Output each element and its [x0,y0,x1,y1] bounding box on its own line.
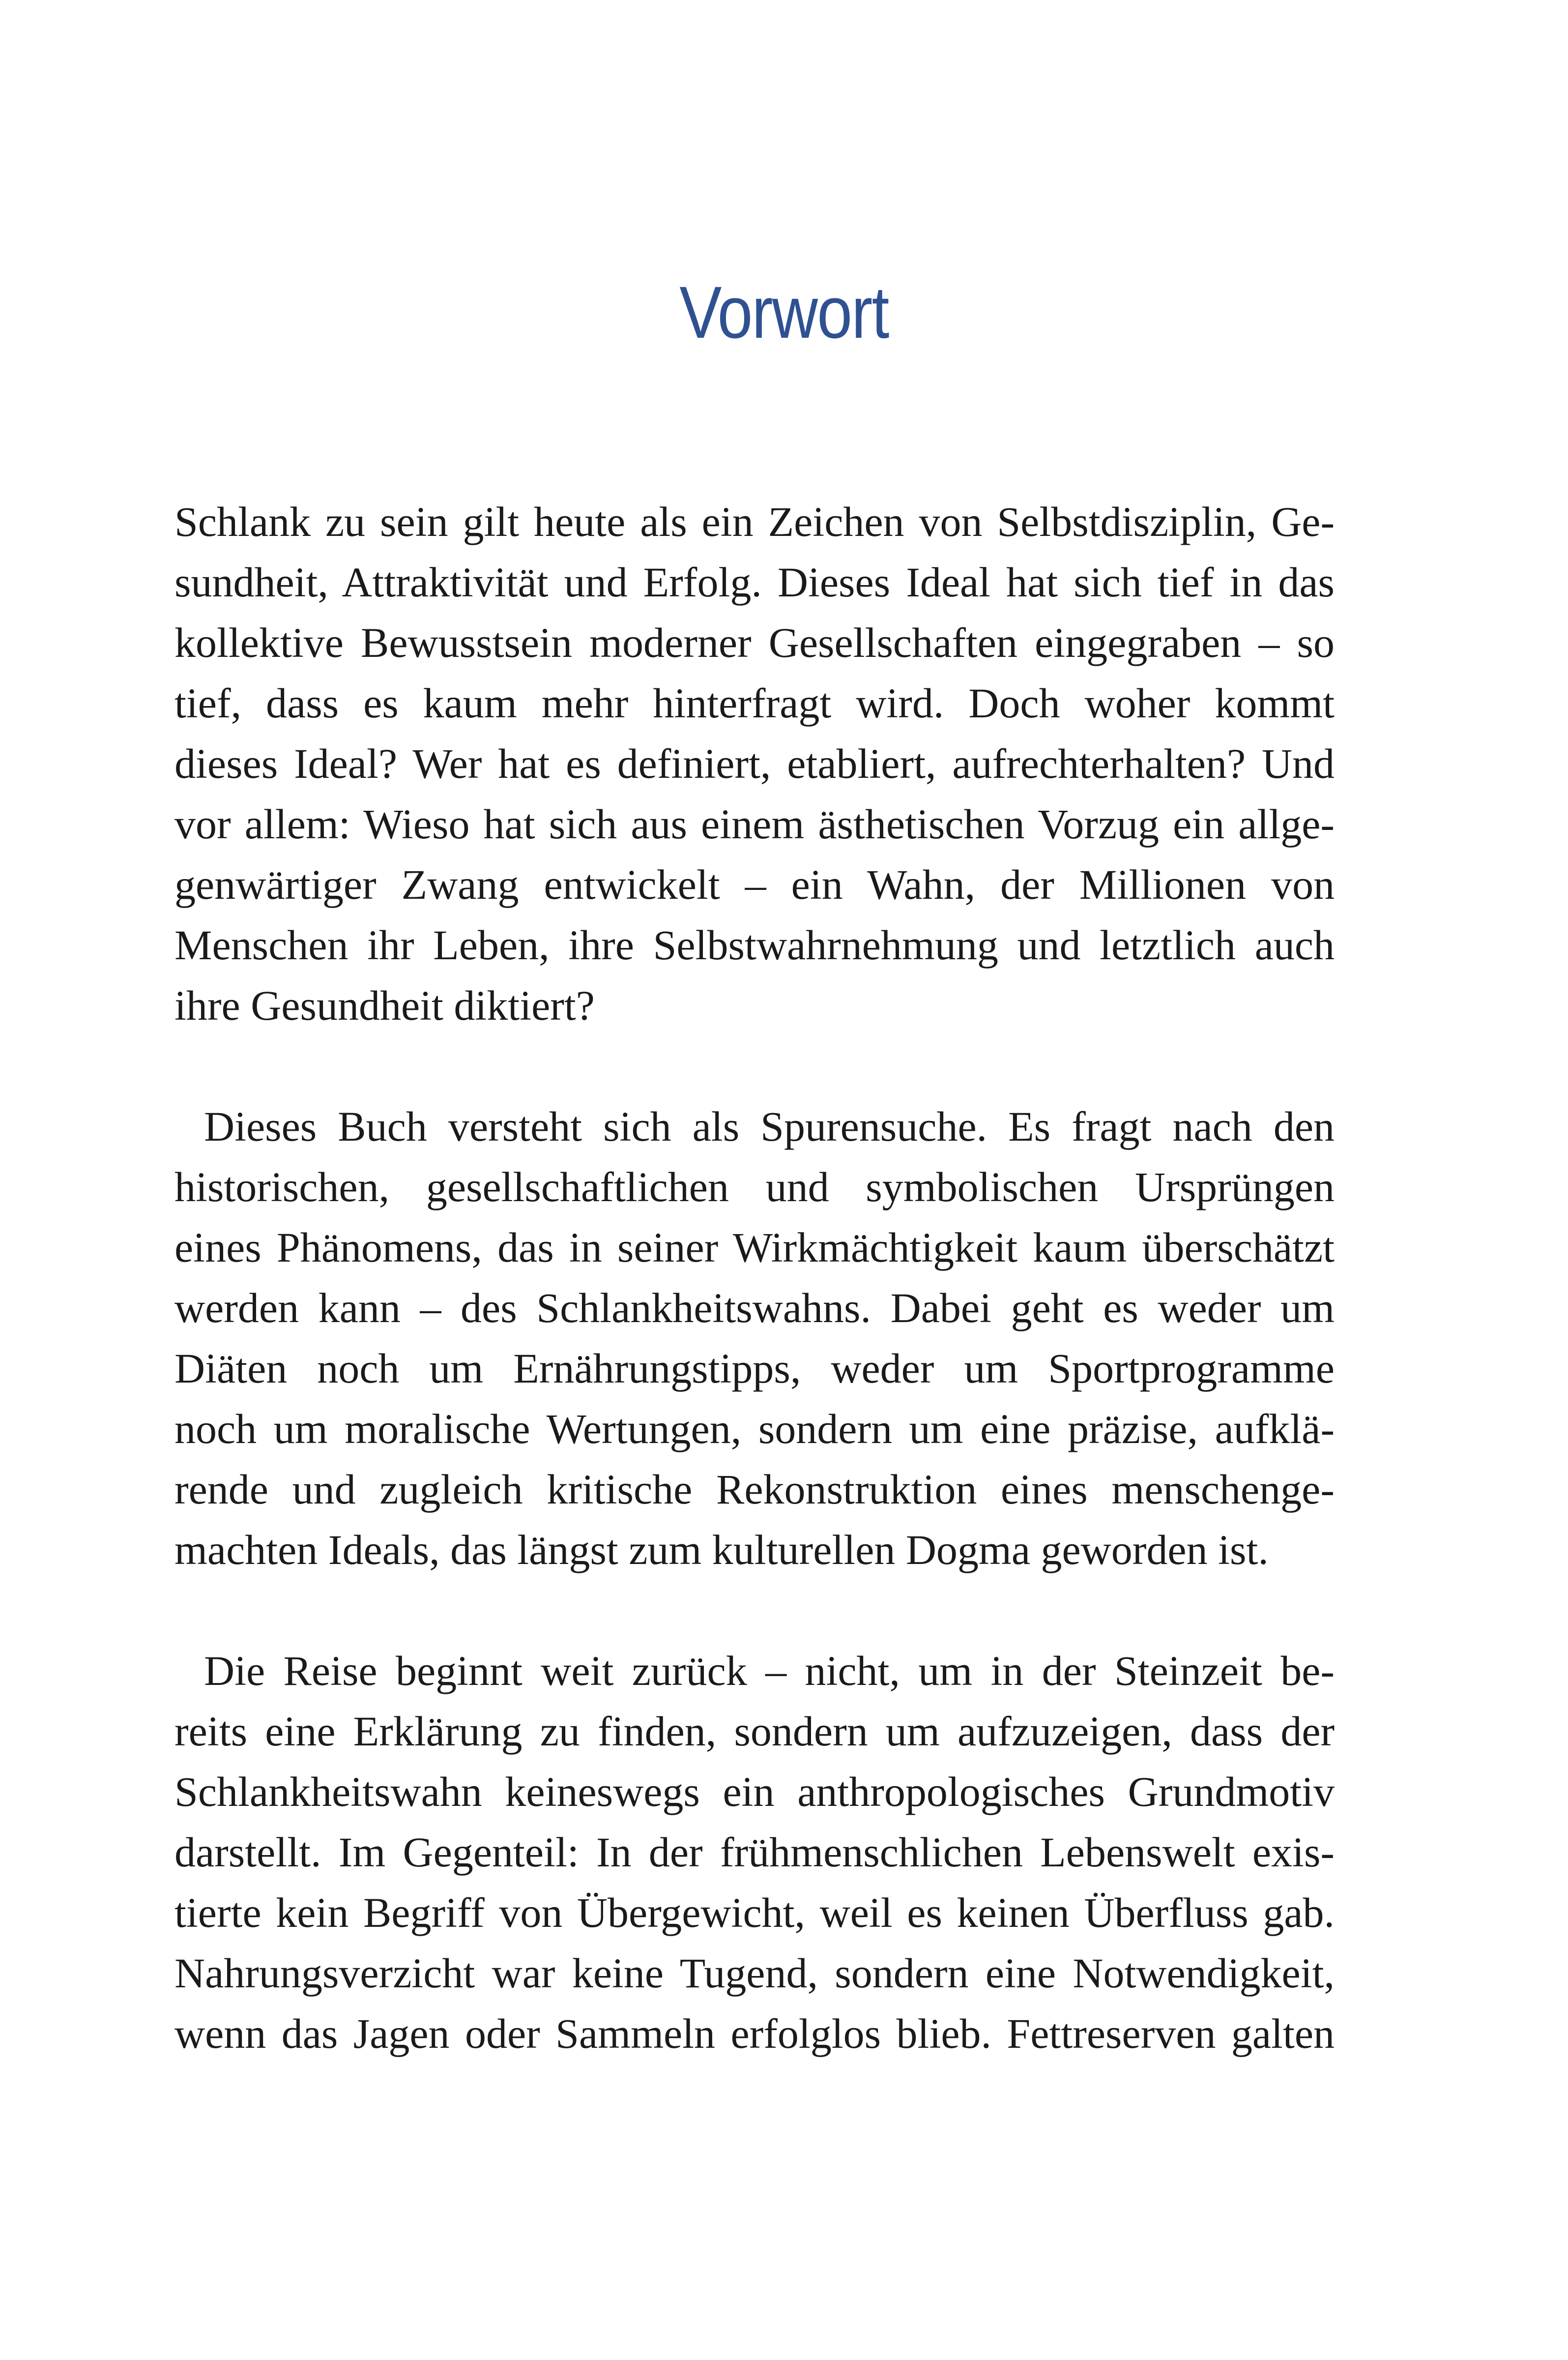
text-line: wenn das Jagen oder Sammeln erfolglos blieb. Fettreserven galten [174,2010,1335,2057]
paragraph-1 [174,492,1335,1036]
text-line: Schlank zu sein gilt heute als ein Zeichen von Selbstdisziplin, Ge- [174,498,1335,545]
text-line: reits eine Erklärung zu finden, sondern um aufzuzeigen, dass der [174,1708,1335,1755]
text-line: Menschen ihr Leben, ihre Selbstwahrnehmung und letztlich auch [174,921,1335,969]
text-line: dieses Ideal? Wer hat es definiert, etabliert, aufrechterhalten? Und [174,740,1335,787]
text-line: tierte kein Begriff von Übergewicht, weil es keinen Überfluss gab. [174,1889,1335,1936]
chapter-title: Vorwort [679,271,889,354]
text-line: genwärtiger Zwang entwickelt – ein Wahn, der Millionen von [174,861,1335,908]
text-line: Schlankheitswahn keineswegs ein anthropologisches Grundmotiv [174,1768,1335,1815]
paragraph-2 [174,1096,1335,1580]
text-line: ihre Gesundheit diktiert? [174,982,595,1029]
text-line: sundheit, Attraktivität und Erfolg. Dieses Ideal hat sich tief in das [174,559,1335,606]
text-line: rende und zugleich kritische Rekonstruktion eines menschenge- [174,1466,1335,1513]
text-line: kollektive Bewusstsein moderner Gesellschaften eingegraben – so [174,619,1335,666]
text-line: werden kann – des Schlankheitswahns. Dabei geht es weder um [174,1284,1335,1331]
text-line: Nahrungsverzicht war keine Tugend, sondern eine Notwendigkeit, [174,1949,1335,1997]
text-line: Dieses Buch versteht sich als Spurensuche. Es fragt nach den [204,1103,1335,1150]
text-line: Diäten noch um Ernährungstipps, weder um Sportprogramme [174,1345,1335,1392]
text-line: historischen, gesellschaftlichen und symbolischen Ursprüngen [174,1163,1335,1210]
paragraph-3 [174,1641,1335,2064]
text-line: noch um moralische Wertungen, sondern um eine präzise, aufklä- [174,1405,1335,1452]
text-line: Die Reise beginnt weit zurück – nicht, um in der Steinzeit be- [204,1647,1335,1694]
text-line: vor allem: Wieso hat sich aus einem ästhetischen Vorzug ein allge- [174,800,1335,848]
text-line: tief, dass es kaum mehr hinterfragt wird. Doch woher kommt [174,679,1335,727]
text-line: machten Ideals, das längst zum kulturellen Dogma geworden ist. [174,1526,1269,1573]
text-line: darstellt. Im Gegenteil: In der frühmenschlichen Lebenswelt exis- [174,1829,1335,1876]
body-text [174,492,1335,2124]
text-line: eines Phänomens, das in seiner Wirkmächtigkeit kaum überschätzt [174,1224,1335,1271]
